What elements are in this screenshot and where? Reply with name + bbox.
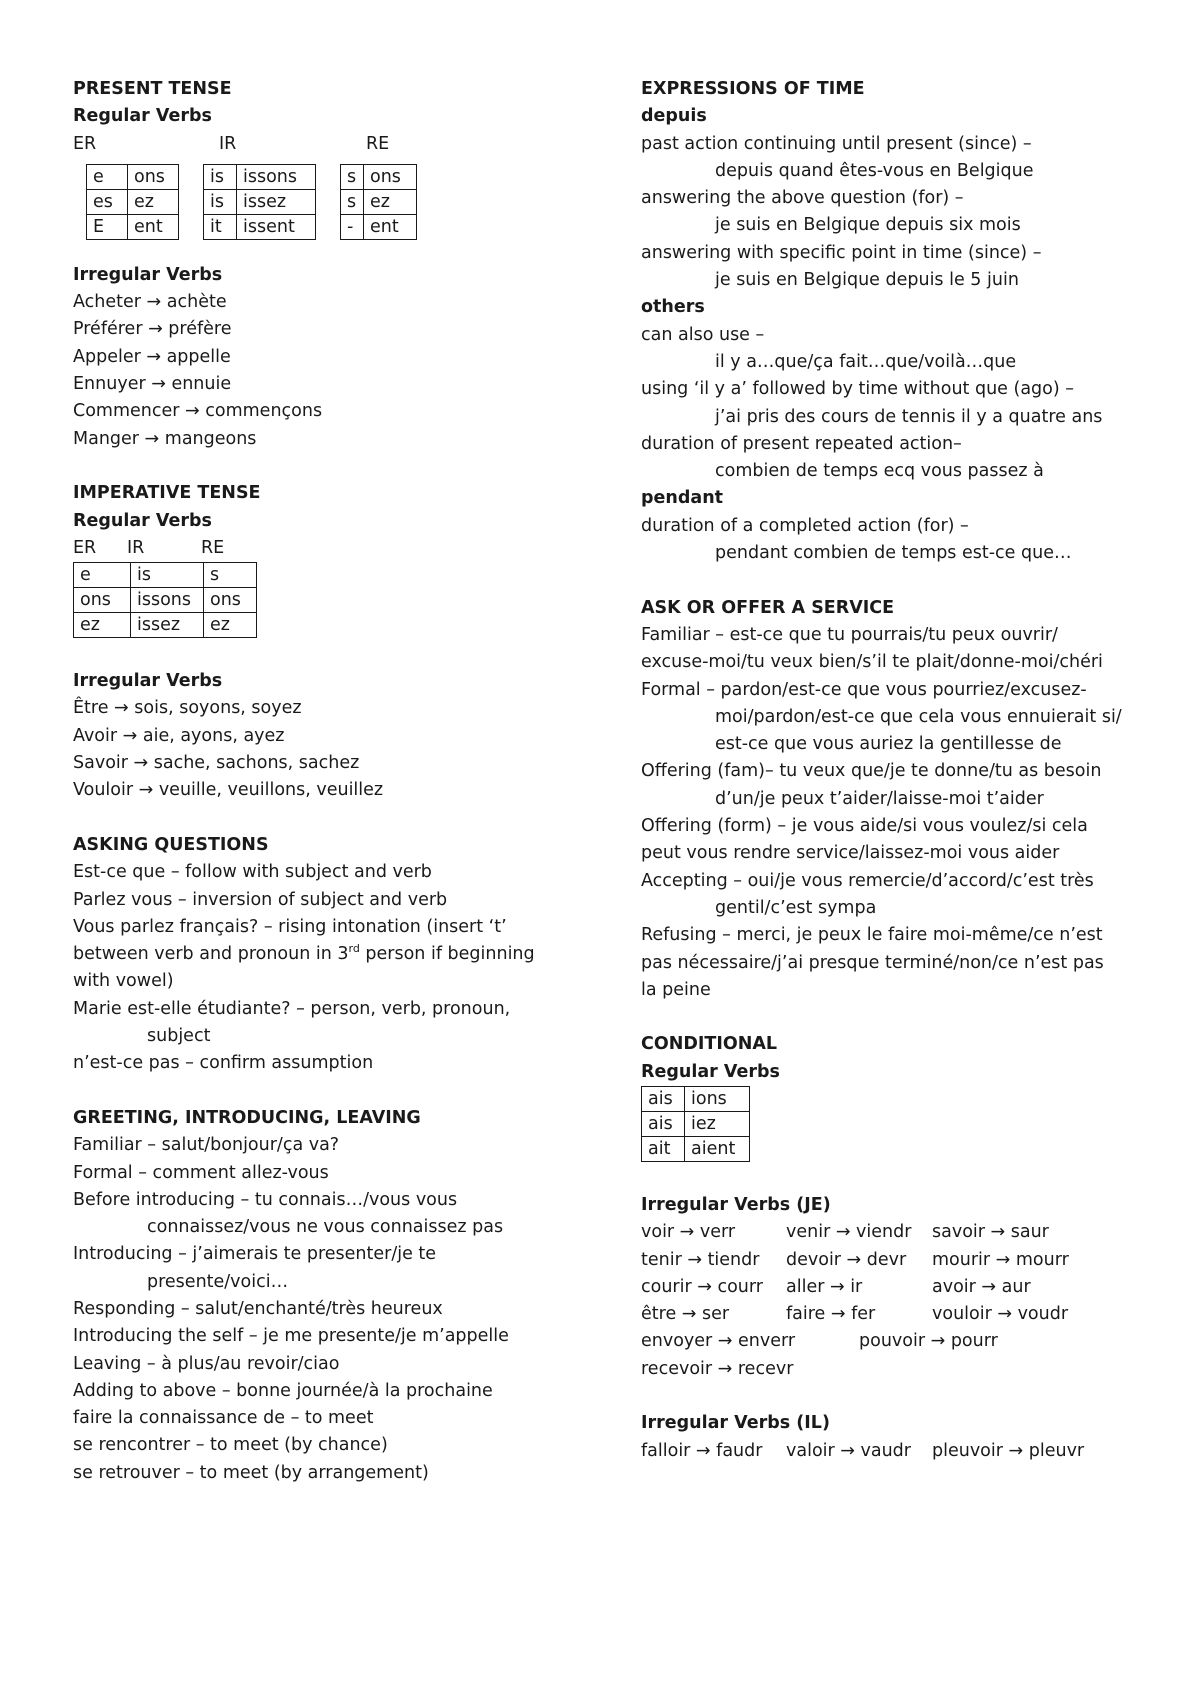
left-column	[73, 76, 593, 1487]
header-re: RE	[366, 133, 390, 154]
header-er: ER	[73, 537, 97, 558]
list-item: pendant combien de temps est-ce que…	[715, 543, 1072, 564]
list-item: peut vous rendre service/laissez-moi vous aider	[641, 843, 1060, 864]
list-item: Vous parlez français? – rising intonation (insert ‘t’	[73, 916, 507, 937]
list-item: answering the above question (for) –	[641, 188, 964, 209]
right-column	[641, 76, 1161, 1465]
list-item: Offering (form) – je vous aide/si vous voulez/si cela	[641, 816, 1088, 837]
time-title: EXPRESSIONS OF TIME	[641, 79, 865, 99]
conditional-je-title: Irregular Verbs (JE)	[641, 1194, 831, 1215]
imperative-title: IMPERATIVE TENSE	[73, 483, 261, 504]
list-item: être → ser faire → fer vouloir → voudr	[641, 1304, 1069, 1325]
list-item: la peine	[641, 979, 711, 1000]
list-item: Préférer → préfère	[73, 319, 232, 340]
re-endings-table: s ons s ez - ent	[340, 164, 417, 240]
list-item: duration of a completed action (for) –	[641, 515, 969, 536]
conditional-title: CONDITIONAL	[641, 1034, 778, 1055]
list-item: est-ce que vous auriez la gentillesse de	[715, 734, 1062, 755]
list-item: Parlez vous – inversion of subject and verb	[73, 889, 448, 910]
list-item: recevoir → recevr	[641, 1358, 794, 1379]
list-item: Est-ce que – follow with subject and verb	[73, 862, 432, 883]
imperative-endings-table: e is s ons issons ons ez issez ez	[73, 562, 257, 638]
list-item: pas nécessaire/j’ai presque terminé/non/ce n’est pas	[641, 952, 1104, 973]
list-item: Acheter → achète	[73, 292, 227, 313]
list-item: between verb and pronoun in 3rd person if beginning	[73, 942, 535, 965]
present-headers	[73, 131, 593, 158]
depuis-subtitle: depuis	[641, 106, 707, 127]
list-item: Être → sois, soyons, soyez	[73, 698, 302, 719]
list-item: duration of present repeated action–	[641, 433, 962, 454]
present-tense-title: PRESENT TENSE	[73, 79, 232, 99]
list-item: moi/pardon/est-ce que cela vous ennuierait si/	[715, 706, 1122, 727]
header-re: RE	[201, 537, 225, 558]
header-ir: IR	[127, 537, 145, 558]
header-ir: IR	[219, 133, 237, 154]
imperative-irregular-title: Irregular Verbs	[73, 671, 223, 692]
list-item: Formal – comment allez-vous	[73, 1162, 329, 1183]
imperative-regular-subtitle: Regular Verbs	[73, 510, 212, 531]
list-item: Familiar – salut/bonjour/ça va?	[73, 1135, 340, 1156]
list-item: Avoir → aie, ayons, ayez	[73, 725, 285, 746]
list-item: Introducing the self – je me presente/je m’appelle	[73, 1326, 509, 1347]
list-item: past action continuing until present (since) –	[641, 133, 1032, 154]
list-item: courir → courr aller → ir avoir → aur	[641, 1276, 1031, 1297]
list-item: Offering (fam)– tu veux que/je te donne/tu as besoin	[641, 761, 1102, 782]
imperative-headers	[73, 535, 593, 562]
list-item: Accepting – oui/je vous remercie/d’accord/c’est très	[641, 870, 1094, 891]
list-item: Manger → mangeons	[73, 428, 257, 449]
list-item: Introducing – j’aimerais te presenter/je te	[73, 1244, 437, 1265]
list-item: Marie est-elle étudiante? – person, verb, pronoun,	[73, 998, 511, 1019]
questions-title: ASKING QUESTIONS	[73, 834, 269, 855]
list-item: can also use –	[641, 324, 765, 345]
list-item: connaissez/vous ne vous connaissez pas	[147, 1217, 504, 1238]
list-item: faire la connaissance de – to meet	[73, 1408, 374, 1429]
er-endings-table: e ons es ez E ent	[86, 164, 179, 240]
list-item: je suis en Belgique depuis le 5 juin	[715, 270, 1019, 291]
list-item: answering with specific point in time (since) –	[641, 242, 1042, 263]
header-er: ER	[73, 133, 97, 154]
list-item: Adding to above – bonne journée/à la prochaine	[73, 1380, 493, 1401]
list-item: using ‘il y a’ followed by time without que (ago) –	[641, 379, 1075, 400]
conditional-regular-subtitle: Regular Verbs	[641, 1061, 780, 1082]
list-item: Appeler → appelle	[73, 346, 231, 367]
list-item: Responding – salut/enchanté/très heureux	[73, 1298, 443, 1319]
list-item: Savoir → sache, sachons, sachez	[73, 753, 360, 774]
list-item: se retrouver – to meet (by arrangement)	[73, 1462, 429, 1483]
list-item: presente/voici…	[147, 1271, 289, 1292]
list-item: depuis quand êtes-vous en Belgique	[715, 160, 1034, 181]
list-item: Commencer → commençons	[73, 401, 323, 422]
conditional-il-title: Irregular Verbs (IL)	[641, 1413, 830, 1434]
present-endings-tables	[86, 164, 593, 240]
present-irregular-title: Irregular Verbs	[73, 264, 223, 285]
list-item: il y a…que/ça fait…que/voilà…que	[715, 351, 1017, 372]
list-item: d’un/je peux t’aider/laisse-moi t’aider	[715, 788, 1044, 809]
others-subtitle: others	[641, 297, 705, 318]
list-item: se rencontrer – to meet (by chance)	[73, 1435, 388, 1456]
list-item: Vouloir → veuille, veuillons, veuillez	[73, 780, 384, 801]
list-item: Ennuyer → ennuie	[73, 374, 232, 395]
list-item: with vowel)	[73, 971, 174, 992]
list-item: je suis en Belgique depuis six mois	[715, 215, 1021, 236]
list-item: falloir → faudr valoir → vaudr pleuvoir → pleuvr	[641, 1440, 1085, 1461]
list-item: Familiar – est-ce que tu pourrais/tu peux ouvrir/	[641, 624, 1058, 645]
ir-endings-table: is issons is issez it issent	[203, 164, 316, 240]
list-item: envoyer → enverr pouvoir → pourr	[641, 1331, 998, 1352]
list-item: n’est-ce pas – confirm assumption	[73, 1053, 374, 1074]
list-item: subject	[147, 1026, 211, 1047]
present-regular-subtitle: Regular Verbs	[73, 106, 212, 127]
service-title: ASK OR OFFER A SERVICE	[641, 597, 895, 618]
list-item: Formal – pardon/est-ce que vous pourriez/excusez-	[641, 679, 1087, 700]
list-item: Refusing – merci, je peux le faire moi-même/ce n’est	[641, 925, 1103, 946]
pendant-subtitle: pendant	[641, 488, 724, 509]
conditional-endings-table: ais ions ais iez ait aient	[641, 1086, 750, 1162]
greeting-title: GREETING, INTRODUCING, LEAVING	[73, 1107, 421, 1128]
list-item: tenir → tiendr devoir → devr mourir → mourr	[641, 1249, 1069, 1270]
list-item: Leaving – à plus/au revoir/ciao	[73, 1353, 340, 1374]
list-item: excuse-moi/tu veux bien/s’il te plait/donne-moi/chéri	[641, 652, 1103, 673]
list-item: gentil/c’est sympa	[715, 897, 877, 918]
list-item: combien de temps ecq vous passez à	[715, 461, 1044, 482]
list-item: voir → verr venir → viendr savoir → saur	[641, 1222, 1049, 1243]
list-item: j’ai pris des cours de tennis il y a quatre ans	[715, 406, 1103, 427]
list-item: Before introducing – tu connais…/vous vous	[73, 1189, 458, 1210]
